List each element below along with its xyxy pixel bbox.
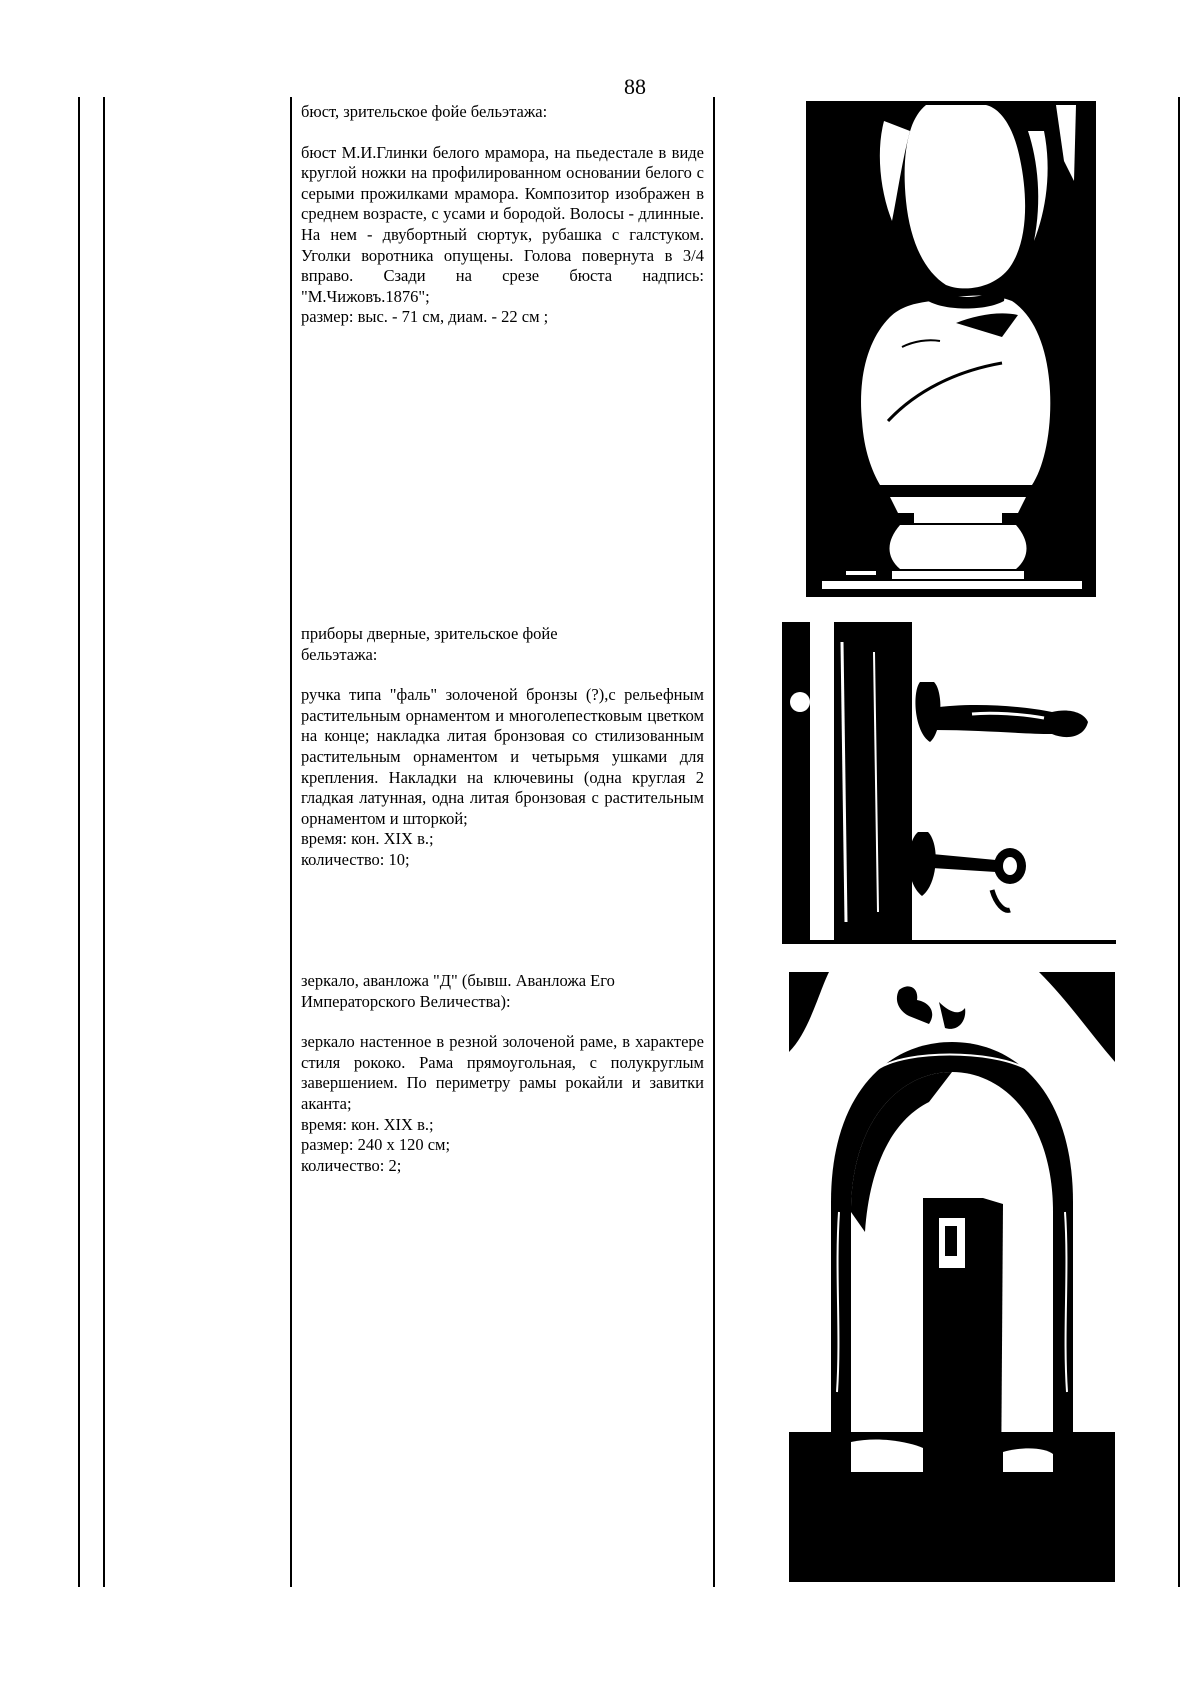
item-heading: приборы дверные, зрительское фойе бельэтажа:	[301, 624, 558, 664]
table-rule-outer-left	[78, 97, 80, 1587]
page-number: 88	[624, 74, 646, 99]
door-fittings-photo	[782, 622, 1116, 944]
item-quantity-line: количество: 10;	[301, 849, 410, 869]
item-description-mirror	[301, 971, 704, 1176]
item-size-line: размер: выс. - 71 см, диам. - 22 см ;	[301, 307, 549, 327]
table-rule-text-right	[713, 97, 715, 1587]
item-paragraph: зеркало настенное в резной золоченой раме, в характере стиля рококо. Рама прямоугольная, с полукруглым завершением. По периметру рамы рокайли и завитки аканта;	[301, 1032, 704, 1113]
item-quantity-line: количество: 2;	[301, 1155, 402, 1175]
table-rule-text-left	[290, 97, 292, 1587]
item-heading: зеркало, аванложа "Д" (бывш. Аванложа Его Императорского Величества):	[301, 971, 615, 1011]
table-rule-outer-right	[1178, 97, 1180, 1587]
mirror-photo	[789, 972, 1115, 1582]
item-size-line: размер: 240 х 120 см;	[301, 1135, 451, 1155]
item-paragraph: бюст М.И.Глинки белого мрамора, на пьедестале в виде круглой ножки на профилированном основании белого с серыми прожилками мрамора. Композитор изображен в среднем возрасте, с усами и бородой. Волосы - длинные. На нем - двубортный сюртук, рубашка с галстуком. Уголки воротника опущены. Голова повернута в 3/4 вправо. Сзади на срезе бюста надпись: "М.Чижовъ.1876";	[301, 142, 704, 306]
item-time-line: время: кон. XIX в.;	[301, 1114, 434, 1134]
item-time-line: время: кон. XIX в.;	[301, 829, 434, 849]
bust-photo	[806, 101, 1096, 597]
item-description-bust	[301, 102, 704, 328]
item-paragraph: ручка типа "фаль" золоченой бронзы (?),с рельефным растительным орнаментом и многолепестковым цветком на конце; накладка литая бронзовая со стилизованным растительным орнаментом и четырьмя ушками для крепления. Накладки на ключевины (одна круглая 2 гладкая латунная, одна литая бронзовая с растительным орнаментом и шторкой;	[301, 685, 704, 828]
item-heading: бюст, зрительское фойе бельэтажа:	[301, 102, 548, 121]
item-description-door-fittings	[301, 624, 704, 871]
table-rule-inner-left	[103, 97, 105, 1587]
